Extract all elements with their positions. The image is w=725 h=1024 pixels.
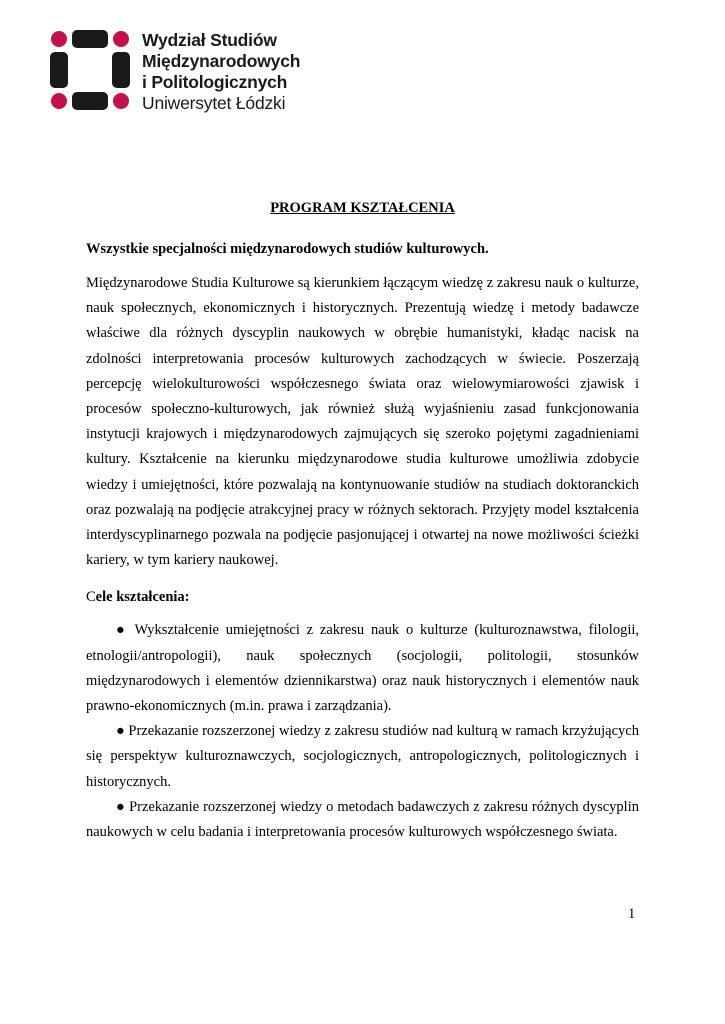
goals-heading (86, 589, 639, 606)
faculty-name-line1: Wydział Studiów (142, 30, 277, 50)
logo-dot-top-right (113, 31, 129, 47)
logo-dot-top-left (51, 31, 67, 47)
logo-dot-bottom-right (113, 93, 129, 109)
faculty-name (142, 30, 300, 114)
goal-item: ● Przekazanie rozszerzonej wiedzy z zakresu studiów nad kulturą w ramach krzyżujących się perspektyw kulturoznawczych, socjologicznych, antropologicznych, politologicznych i historycznych. (86, 723, 639, 790)
document-title: PROGRAM KSZTAŁCENIA (270, 200, 455, 216)
faculty-header (50, 30, 350, 115)
intro-paragraph: Międzynarodowe Studia Kulturowe są kierunkiem łączącym wiedzę z zakresu nauk o kulturze, nauk społecznych, ekonomicznych i historycznych. Prezentują wiedzę i metody badawcze właściwe dla różnych dyscyplin naukowych w obrębie humanistyki, kładąc nacisk na zdolności interpretowania procesów kulturowych zachodzących w świecie. Poszerzają percepcję wielokulturowości współczesnego świata oraz wielowymiarowości zjawisk i procesów społeczno-kulturowych, jak również służą wyjaśnieniu zasad funkcjonowania instytucji krajowych i międzynarodowych zajmujących się szeroko pojętymi zagadnieniami kultury. Kształcenie na kierunku międzynarodowe studia kulturowe umożliwia zdobycie wiedzy i umiejętności, które pozwalają na kontynuowanie studiów na studiach doktoranckich oraz pozwalają na podjęcie atrakcyjnej pracy w różnych sektorach. Przyjęty model kształcenia interdyscyplinarnego pozwala na podjęcie pasjonującej i otwartej na nowe możliwości ścieżki kariery, w tym kariery naukowej. (86, 275, 639, 569)
page-number: 1 (628, 906, 636, 922)
faculty-logo (50, 30, 130, 110)
logo-bottom-bar (72, 92, 108, 110)
document-body (86, 200, 639, 845)
logo-top-bar (72, 30, 108, 48)
goals-heading-prefix: C (86, 589, 96, 606)
logo-right-bar (112, 52, 130, 88)
goals-heading-text: ele kształcenia: (95, 589, 190, 606)
faculty-name-line2: Międzynarodowych (142, 51, 301, 71)
goal-item: ● Przekazanie rozszerzonej wiedzy o metodach badawczych z zakresu różnych dyscyplin naukowych w celu badania i interpretowania procesów kulturowych współczesnego świata. (86, 798, 639, 841)
goal-item: ● Wykształcenie umiejętności z zakresu nauk o kulturze (kulturoznawstwa, filologii, etnologii/antropologii), nauk społecznych (socjologii, politologii, stosunków międzynarodowych i elementów dziennikarstwa) oraz nauk historycznych i elementów nauk prawno-ekonomicznych (m.in. prawa i zarządzania). (86, 622, 639, 715)
faculty-name-line3: i Politologicznych (142, 72, 288, 92)
logo-left-bar (50, 52, 68, 88)
document-subtitle: Wszystkie specjalności międzynarodowych studiów kulturowych. (86, 241, 489, 257)
logo-dot-bottom-left (51, 93, 67, 109)
university-name: Uniwersytet Łódzki (142, 93, 286, 113)
goals-list (86, 618, 639, 845)
